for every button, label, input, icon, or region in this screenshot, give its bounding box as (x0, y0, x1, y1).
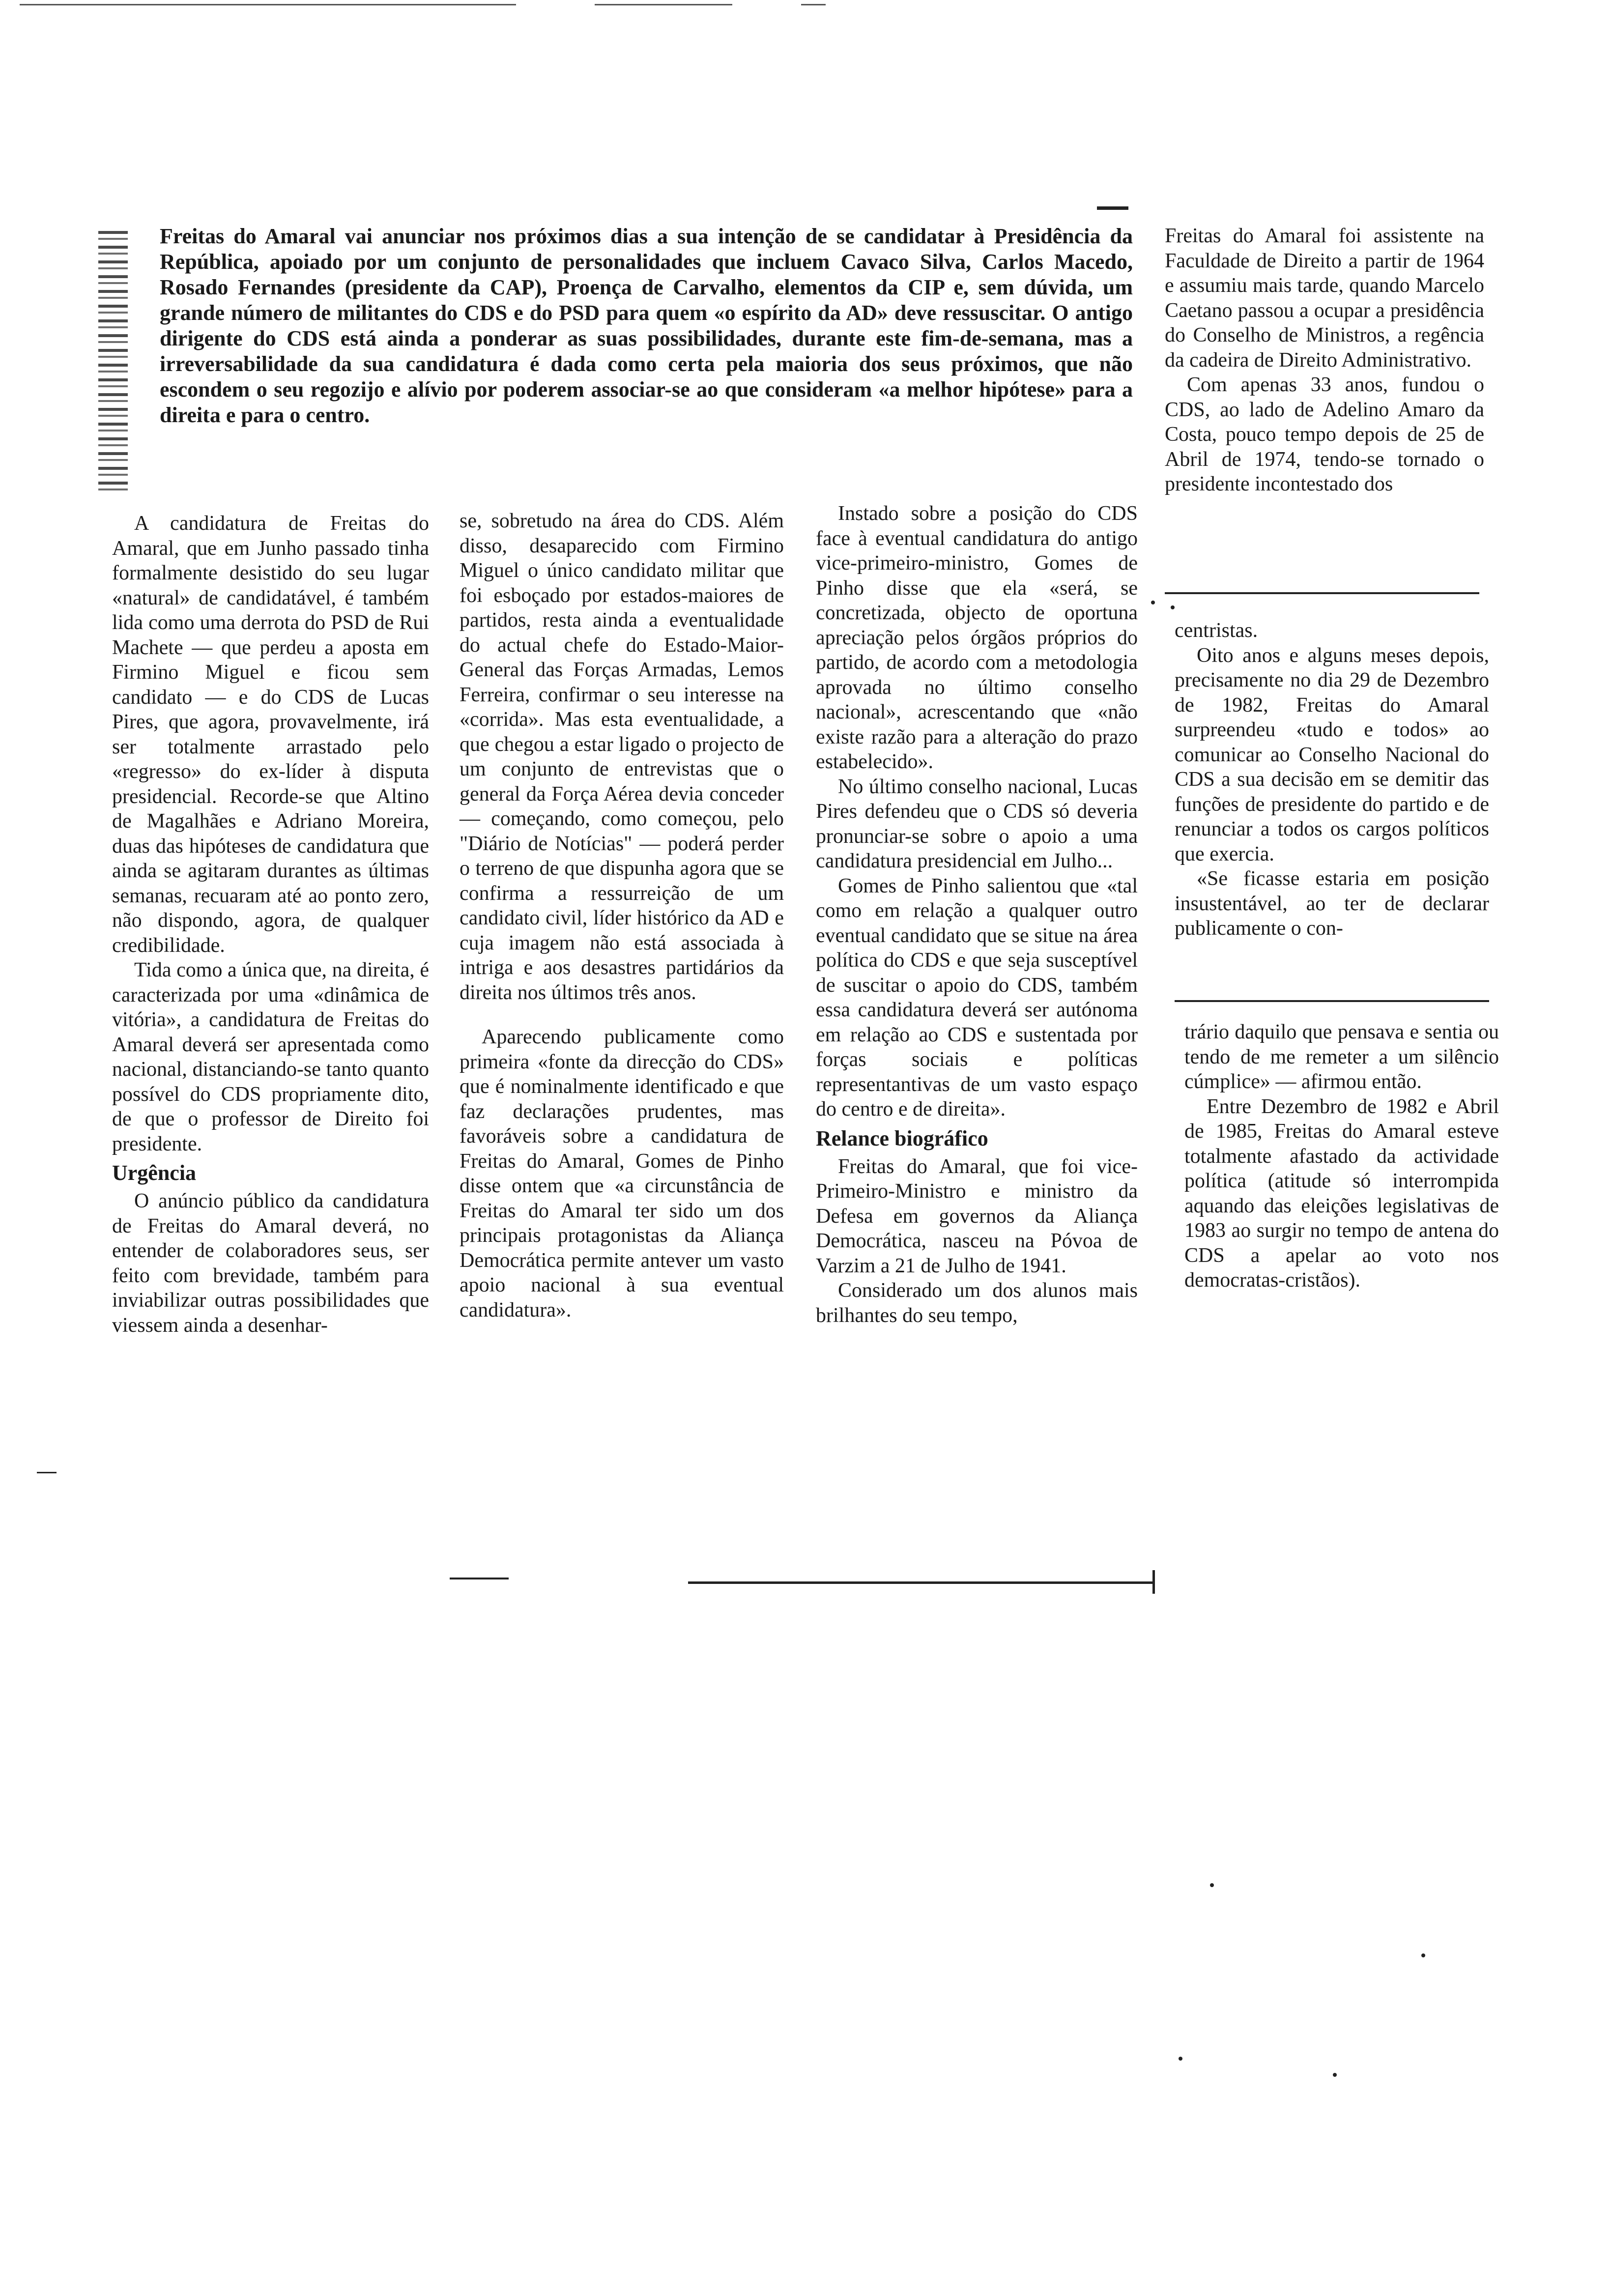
col4-paragraph-7: Entre Dezembro de 1982 e Abril de 1985, Freitas do Amaral esteve totalmente afastado da actividade política (atitude só interrompida aquando das eleições legislativas de 1983 ao surgir no tempo de antena do CDS a apelar ao voto nos democratas-cristãos). (1184, 1095, 1499, 1292)
col1-paragraph-1: A candidatura de Freitas do Amaral, que em Junho passado tinha formalmente desistido do seu lugar «natural» de candidatável, é também lida como uma derrota do PSD de Rui Machete — que perdeu a aposta em Firmino Miguel e ficou sem candidato — e do CDS de Lucas Pires, que agora, provavelmente, irá ser totalmente arrastado pelo «regresso» do ex-líder à disputa presidencial. Recorde-se que Altino de Magalhães e Adriano Moreira, duas das hipóteses de candidatura que ainda se agitaram durantes as últimas semanas, recuaram até ao ponto zero, não dispondo, agora, de qualquer credibilidade. (112, 512, 429, 957)
lead-marker-bar (98, 231, 128, 496)
col1-subheading: Urgência (112, 1161, 197, 1185)
col3-subheading: Relance biográfico (816, 1126, 988, 1150)
scan-line-top-1 (20, 4, 516, 5)
col4-rule-2 (1175, 1000, 1489, 1002)
col4-paragraph-3: centristas. (1175, 619, 1258, 642)
col4-rule-1 (1165, 592, 1479, 594)
column-3 (816, 501, 1138, 1328)
col3-paragraph-1: Instado sobre a posição do CDS face à eventual candidatura do antigo vice-primeiro-ministro, Gomes de Pinho disse que ela «será, se concretizada, objecto de oportuna apreciação pelos órgãos próprios do partido, de acordo com a metodologia aprovada no último conselho nacional», acrescentando que «não existe razão para a alteração do prazo estabelecido». (816, 502, 1138, 773)
col4-paragraph-4: Oito anos e alguns meses depois, precisamente no dia 29 de Dezembro de 1982, Freitas do Amaral surpreendeu «tudo e todos» ao comunicar ao Conselho Nacional do CDS a sua decisão em se demitir das funções de presidente do partido e de renunciar a todos os cargos políticos que exercia. (1175, 644, 1489, 865)
lead-top-dash (1097, 206, 1128, 210)
col2-bottom-rule (450, 1578, 509, 1579)
scan-line-top-3 (801, 4, 826, 5)
col4-speck-2 (1171, 605, 1175, 609)
scan-speck-1 (1210, 1883, 1214, 1887)
scan-speck-2 (1421, 1953, 1425, 1957)
column-4-bottom (1184, 1020, 1499, 1293)
col4-paragraph-2: Com apenas 33 anos, fundou o CDS, ao lado de Adelino Amaro da Costa, pouco tempo depois de 25 de Abril de 1974, tendo-se tornado o presidente incontestado dos (1165, 373, 1484, 495)
bottom-rule-endcap (1152, 1570, 1155, 1594)
bottom-rule (688, 1581, 1155, 1584)
col2-paragraph-2: Aparecendo publicamente como primeira «fonte da direcção do CDS» que é nominalmente identificado e que faz declarações prudentes, mas favoráveis sobre a candidatura de Freitas do Amaral, Gomes de Pinho disse ontem que «a circunstância de Freitas do Amaral ter sido um dos principais protagonistas da Aliança Democrática permite antever um vasto apoio nacional à sua eventual candidatura». (460, 1026, 784, 1321)
column-2 (460, 509, 784, 1322)
col3-paragraph-3: Gomes de Pinho salientou que «tal como em relação a qualquer outro eventual candidato que se situe na área política do CDS e que seja susceptível de suscitar o apoio do CDS, também essa candidatura deverá ser autónoma em relação ao CDS e sustentada por forças sociais e políticas representantivas de um vasto espaço do centro e de direita». (816, 874, 1138, 1120)
col4-paragraph-6: trário daquilo que pensava e sentia ou tendo de me remeter a um silêncio cúmplice» — afirmou então. (1184, 1021, 1499, 1093)
scan-speck-4 (1333, 2073, 1337, 2077)
column-4-middle (1175, 618, 1489, 941)
scan-line-top-2 (595, 4, 732, 5)
column-4-top (1165, 224, 1484, 497)
col3-paragraph-5: Considerado um dos alunos mais brilhantes do seu tempo, (816, 1279, 1138, 1327)
col3-paragraph-4: Freitas do Amaral, que foi vice-Primeiro-Ministro e ministro da Defesa em governos da Aliança Democrática, nasceu na Póvoa de Varzim a 21 de Julho de 1941. (816, 1155, 1138, 1277)
lead-paragraph: Freitas do Amaral vai anunciar nos próximos dias a sua intenção de se candidatar à Presidência da República, apoiado por um conjunto de personalidades que incluem Cavaco Silva, Carlos Macedo, Rosado Fernandes (presidente da CAP), Proença de Carvalho, elementos da CIP e, sem dúvida, um grande número de militantes do CDS e do PSD para quem «o espírito da AD» deve ressuscitar. O antigo dirigente do CDS está ainda a ponderar as suas possibilidades, durante este fim-de-semana, mas a irreversabilidade da sua candidatura é dada como certa pela maioria dos seus próximos, que não escondem o seu regozijo e alívio por poderem associar-se ao que consideram «a melhor hipótese» para a direita e para o centro. (160, 224, 1133, 427)
scan-dash-left (37, 1472, 57, 1473)
col3-paragraph-2: No último conselho nacional, Lucas Pires defendeu que o CDS só deveria pronunciar-se sobre o apoio a uma candidatura presidencial em Julho... (816, 775, 1138, 872)
scan-speck-3 (1179, 2057, 1182, 2061)
col1-paragraph-3: O anúncio público da candidatura de Freitas do Amaral deverá, no entender de colaboradores seus, ser feito com brevidade, também para inviabilizar outras possibilidades que viessem ainda a desenhar- (112, 1190, 429, 1337)
column-1 (112, 511, 429, 1338)
col4-speck-1 (1151, 601, 1155, 604)
col2-paragraph-1: se, sobretudo na área do CDS. Além disso, desaparecido com Firmino Miguel o único candidato militar que foi esboçado por estados-maiores de partidos, resta ainda a eventualidade do actual chefe do Estado-Maior-General das Forças Armadas, Lemos Ferreira, confirmar o seu interesse na «corrida». Mas esta eventualidade, a que chegou a estar ligado o projecto de um conjunto de entrevistas que o general da Força Aérea devia conceder — começando, como começou, pelo "Diário de Notícias" — poderá perder o terreno de que dispunha agora que se confirma a ressurreição de um candidato civil, líder histórico da AD e cuja imagem não está associada à intriga e aos desastres partidários da direita nos últimos três anos. (460, 510, 784, 1004)
col1-paragraph-2: Tida como a única que, na direita, é caracterizada por uma «dinâmica de vitória», a candidatura de Freitas do Amaral deverá ser apresentada como nacional, distanciando-se tanto quanto possível do CDS propriamente dito, de que o professor de Direito foi presidente. (112, 959, 429, 1155)
col4-paragraph-5: «Se ficasse estaria em posição insustentável, ao ter de declarar publicamente o con- (1175, 867, 1489, 940)
col4-paragraph-1: Freitas do Amaral foi assistente na Faculdade de Direito a partir de 1964 e assumiu mais tarde, quando Marcelo Caetano passou a ocupar a presidência do Conselho de Ministros, a regência da cadeira de Direito Administrativo. (1165, 225, 1484, 372)
